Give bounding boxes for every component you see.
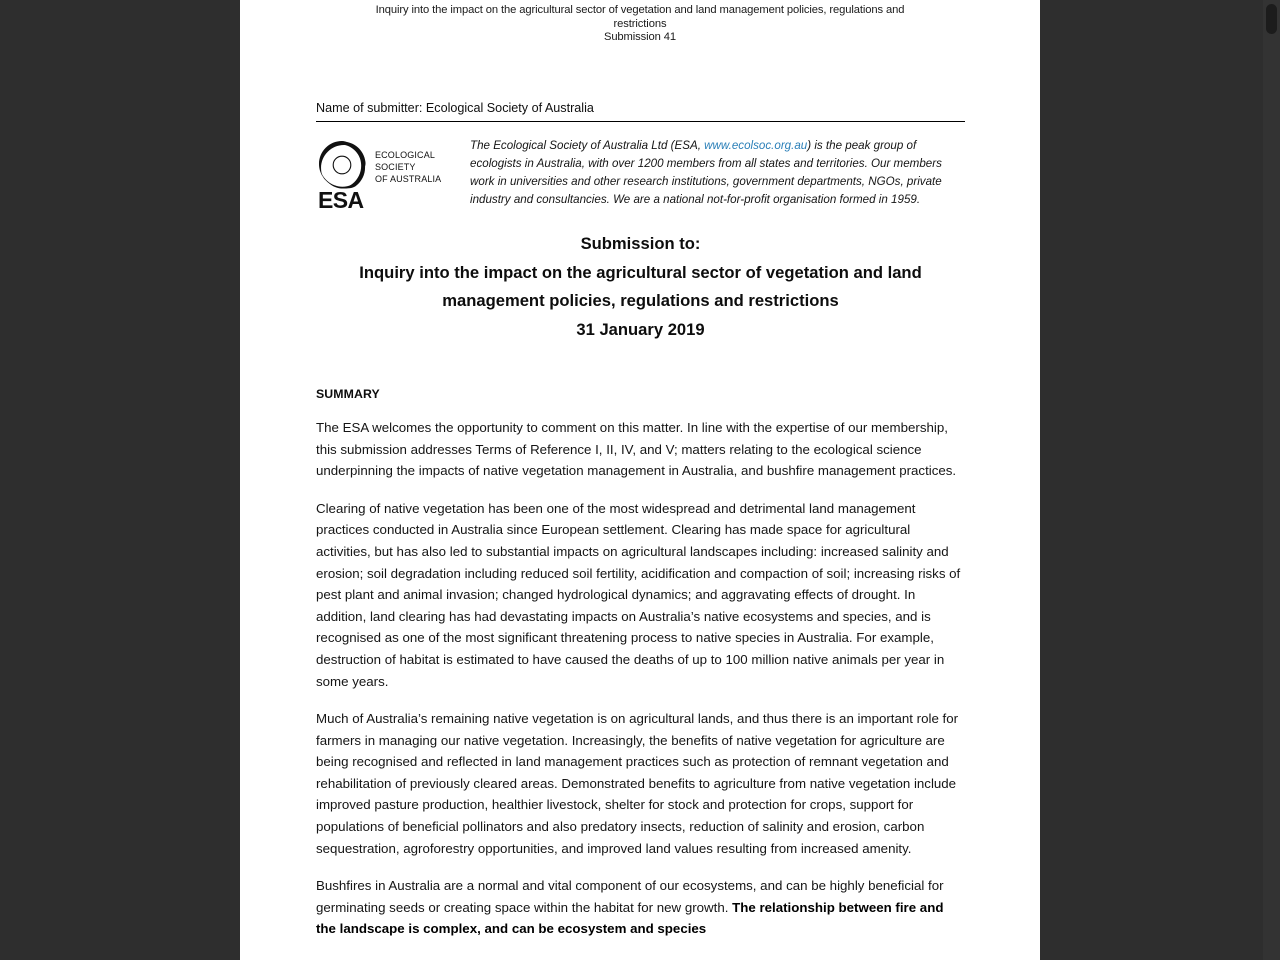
- ecolsoc-website-link[interactable]: www.ecolsoc.org.au: [704, 138, 808, 152]
- summary-paragraph-3: Much of Australia’s remaining native vegetation is on agricultural lands, and thus there is an important role for farmers in managing our native vegetation. Increasingly, the benefits of native vegetation for agriculture are being recognised and reflected in land management practices such as protection of remnant vegetation and rehabilitation of previously cleared areas. Demonstrated benefits to agriculture from native vegetation include improved pasture production, healthier livestock, shelter for stock and protection for crops, support for populations of beneficial pollinators and also predatory insects, reduction of salinity and erosion, carbon sequestration, agroforestry opportunities, and improved land values resulting from increased amenity.: [316, 711, 959, 856]
- esa-logo: [316, 139, 458, 214]
- organisation-blurb-cell: [458, 131, 965, 209]
- title-line-date: 31 January 2019: [576, 320, 705, 340]
- organisation-block: [316, 131, 965, 214]
- summary-paragraph-1: The ESA welcomes the opportunity to comment on this matter. In line with the expertise of our membership, this submission addresses Terms of Reference I, II, IV, and V; matters relating to the ecological science underpinning the impacts of native vegetation management in Australia, and bushfire management practices.: [316, 419, 957, 479]
- summary-paragraph-2: Clearing of native vegetation has been one of the most widespread and detrimental land management practices conducted in Australia since European settlement. Clearing has made space for agricultural activities, but has also led to substantial impacts on agricultural landscapes including: increased salinity and erosion; soil degradation including reduced soil fertility, acidification and compaction of soil; increasing risks of pest plant and animal invasion; changed hydrological dynamics; and aggravating effects of drought. In addition, land clearing has had devastating impacts on Australia’s native ecosystems and species, and is recognised as one of the most significant threatening process to native species in Australia. For example, destruction of habitat is estimated to have caused the deaths of up to 100 million native animals per year in some years.: [316, 500, 961, 689]
- bushfire-bold-text: The relationship between fire and the landscape is complex, and can be ecosystem and species: [316, 899, 944, 937]
- logo-word-of-australia: OF AUSTRALIA: [375, 173, 442, 184]
- submitter-name-row: Name of submitter: Ecological Society of Australia: [316, 100, 965, 122]
- summary-paragraph-4: [316, 875, 965, 940]
- running-header-line-1: Inquiry into the impact on the agricultural sector of vegetation and land management policies, regulations and: [375, 4, 905, 16]
- logo-wordmark: [368, 149, 441, 185]
- title-line-inquiry-1: Inquiry into the impact on the agricultural sector of vegetation and land: [359, 262, 922, 282]
- logo-acronym: ESA: [318, 186, 364, 213]
- running-header: [240, 0, 1040, 45]
- running-header-line-2: restrictions: [613, 17, 667, 30]
- vertical-scrollbar-track[interactable]: [1263, 0, 1280, 960]
- logo-word-society: SOCIETY: [375, 161, 416, 172]
- bushfire-normal-text: Bushfires in Australia are a normal and vital component of our ecosystems, and can be highly beneficial for germinating seeds or creating space within the habitat for new growth.: [316, 878, 944, 915]
- organisation-blurb: [470, 137, 965, 209]
- title-line-submission-to: Submission to:: [580, 233, 701, 253]
- summary-heading: SUMMARY: [316, 386, 380, 401]
- running-header-submission-number: Submission 41: [603, 31, 677, 44]
- vertical-scrollbar-thumb[interactable]: [1266, 4, 1277, 34]
- document-page: [240, 0, 1040, 960]
- submission-title-block: [316, 230, 965, 345]
- logo-word-ecological: ECOLOGICAL: [375, 150, 436, 161]
- blurb-text-after-link: ) is the peak group of ecologists in Australia, with over 1200 members from all states and territories. Our members work in universities and other research institutions, government departments, NGOs, private industry and consultancies. We are a national not-for-profit organisation formed in 1959.: [470, 138, 942, 206]
- title-line-inquiry-2: management policies, regulations and restrictions: [442, 291, 839, 311]
- logo-cell: [316, 131, 458, 214]
- blurb-text-before-link: The Ecological Society of Australia Ltd (ESA,: [470, 138, 705, 152]
- document-body: [240, 100, 1040, 940]
